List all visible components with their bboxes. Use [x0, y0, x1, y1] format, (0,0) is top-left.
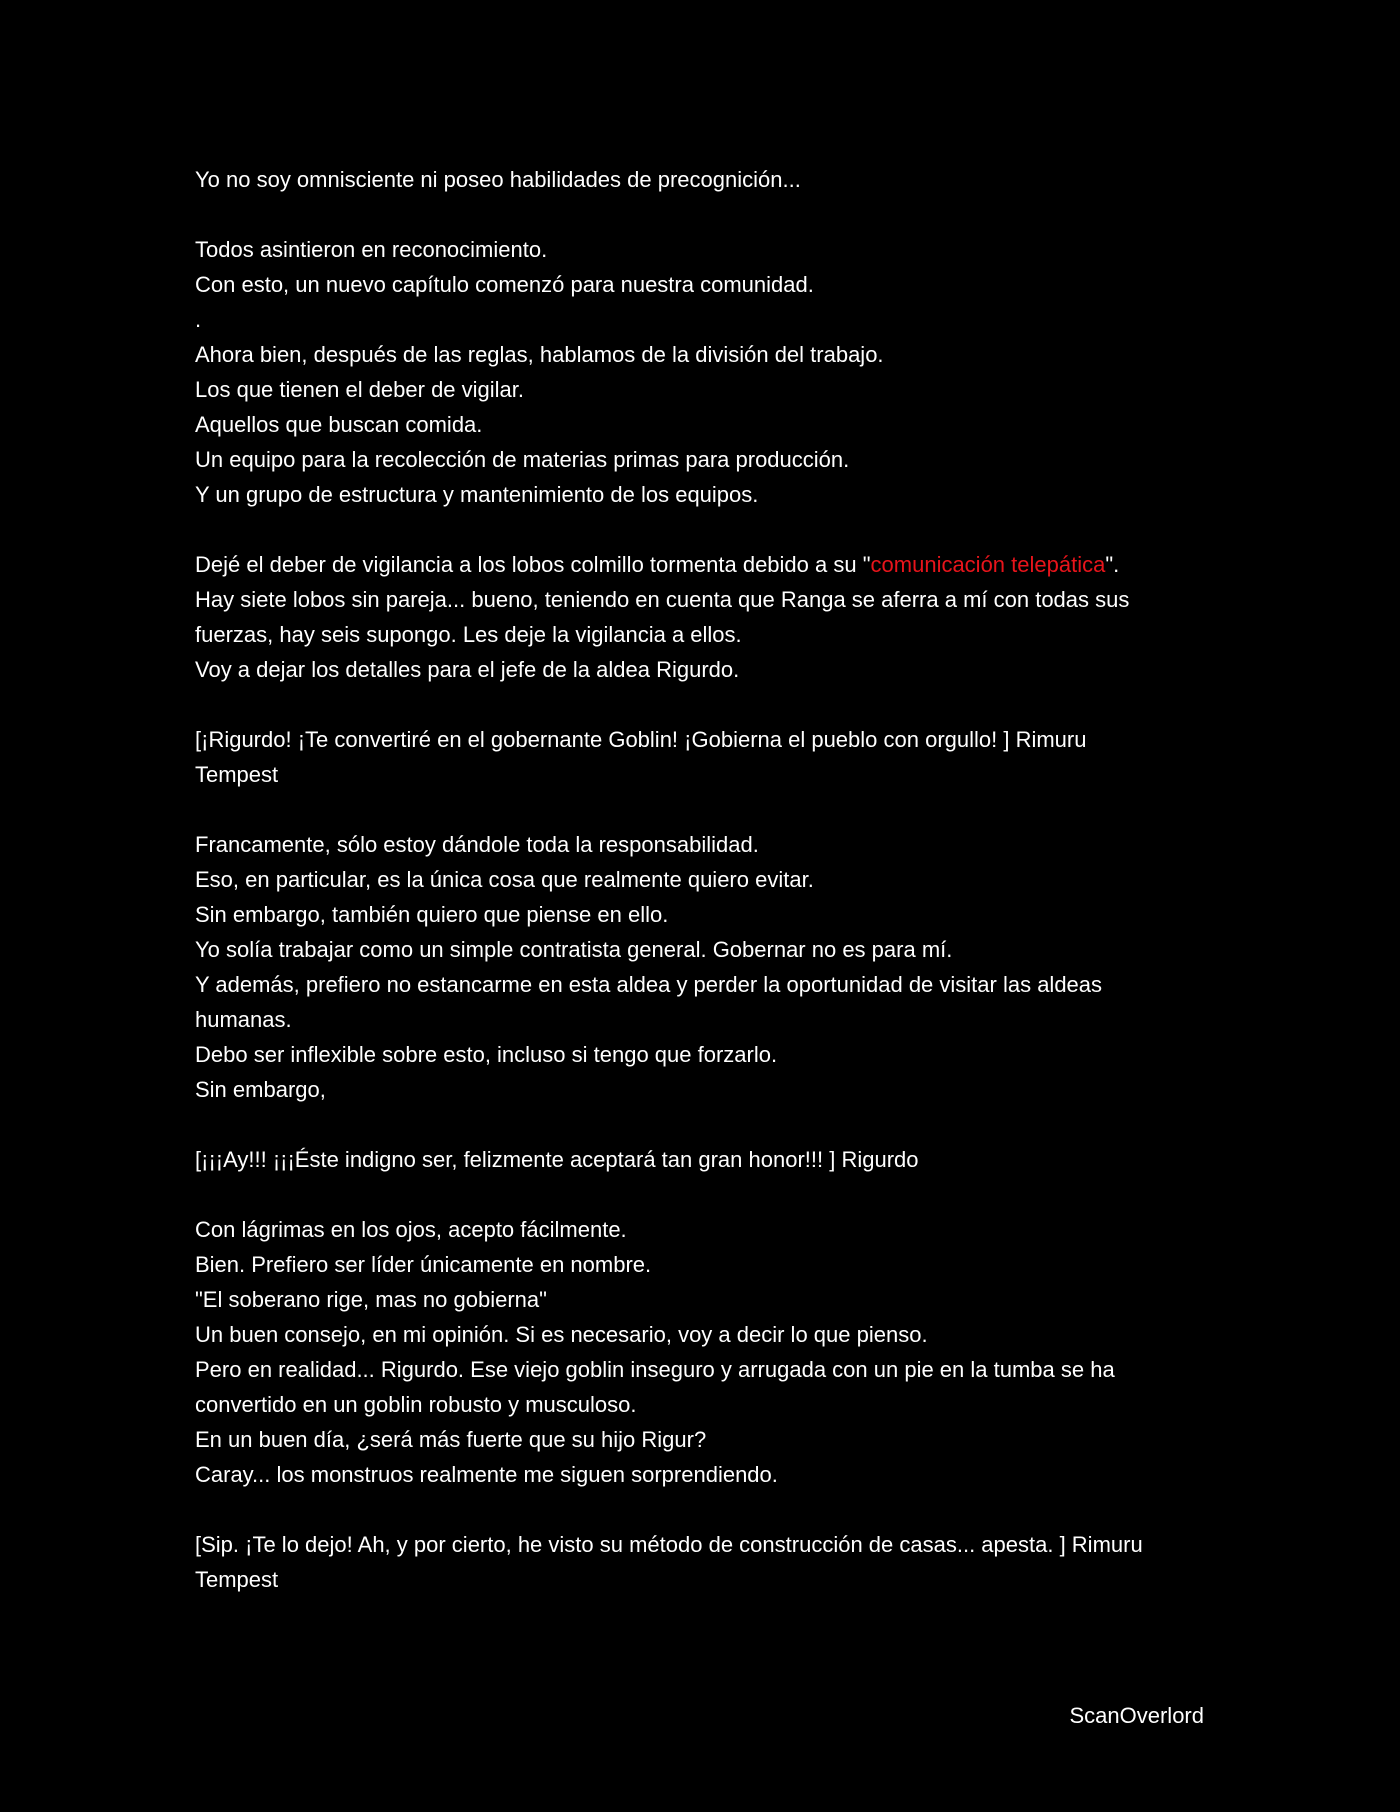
text-line: Un buen consejo, en mi opinión. Si es necesario, voy a decir lo que pienso.	[195, 1322, 928, 1347]
credit-text: ScanOverlord	[1069, 1703, 1204, 1728]
highlight-line-after: ".	[1105, 552, 1120, 577]
text-line: Bien. Prefiero ser líder únicamente en nombre.	[195, 1252, 652, 1277]
text-line: Sin embargo,	[195, 1077, 326, 1102]
text-line: Con esto, un nuevo capítulo comenzó para nuestra comunidad.	[195, 272, 814, 297]
blank-line	[195, 197, 1215, 232]
dialogue-line: [¡Rigurdo! ¡Te convertiré en el gobernante Goblin! ¡Gobierna el pueblo con orgullo! ] Rimuru	[195, 727, 1087, 752]
dialogue-line: Tempest	[195, 762, 279, 787]
text-line: Un equipo para la recolección de materias primas para producción.	[195, 447, 850, 472]
text-line: Pero en realidad... Rigurdo. Ese viejo goblin inseguro y arrugada con un pie en la tumba se ha	[195, 1357, 1115, 1382]
blank-line	[195, 1177, 1215, 1212]
text-line: Debo ser inflexible sobre esto, incluso si tengo que forzarlo.	[195, 1042, 778, 1067]
blank-line	[195, 1107, 1215, 1142]
text-line: Todos asintieron en reconocimiento.	[195, 237, 548, 262]
text-line: Aquellos que buscan comida.	[195, 412, 483, 437]
highlighted-phrase: comunicación telepática	[870, 552, 1106, 577]
text-line: Sin embargo, también quiero que piense en ello.	[195, 902, 669, 927]
text-line: Y un grupo de estructura y mantenimiento de los equipos.	[195, 482, 759, 507]
blank-line	[195, 512, 1215, 547]
text-line: Voy a dejar los detalles para el jefe de la aldea Rigurdo.	[195, 657, 740, 682]
text-line: Eso, en particular, es la única cosa que realmente quiero evitar.	[195, 867, 814, 892]
text-line: Ahora bien, después de las reglas, hablamos de la división del trabajo.	[195, 342, 884, 367]
dialogue-line: [¡¡¡Ay!!! ¡¡¡Éste indigno ser, felizmente aceptará tan gran honor!!! ] Rigurdo	[195, 1147, 919, 1172]
text-line: Yo no soy omnisciente ni poseo habilidades de precognición...	[195, 167, 801, 192]
text-line: Hay siete lobos sin pareja... bueno, teniendo en cuenta que Ranga se aferra a mí con todas sus	[195, 587, 1130, 612]
text-line: En un buen día, ¿será más fuerte que su hijo Rigur?	[195, 1427, 707, 1452]
blank-line	[195, 1492, 1215, 1527]
text-line: convertido en un goblin robusto y musculoso.	[195, 1392, 637, 1417]
text-line: Con lágrimas en los ojos, acepto fácilmente.	[195, 1217, 627, 1242]
text-line: "El soberano rige, mas no gobierna"	[195, 1287, 547, 1312]
highlight-line-before: Dejé el deber de vigilancia a los lobos colmillo tormenta debido a su "	[195, 552, 871, 577]
dialogue-line: [Sip. ¡Te lo dejo! Ah, y por cierto, he visto su método de construcción de casas... apesta. ] Rimuru	[195, 1532, 1143, 1557]
text-line: fuerzas, hay seis supongo. Les deje la vigilancia a ellos.	[195, 622, 742, 647]
text-line: Los que tienen el deber de vigilar.	[195, 377, 525, 402]
text-line: Y además, prefiero no estancarme en esta aldea y perder la oportunidad de visitar las aldeas	[195, 972, 1103, 997]
text-line: Caray... los monstruos realmente me siguen sorprendiendo.	[195, 1462, 778, 1487]
text-line: humanas.	[195, 1007, 292, 1032]
text-line: .	[195, 307, 202, 332]
blank-line	[195, 687, 1215, 722]
blank-line	[195, 792, 1215, 827]
document-body	[195, 162, 1215, 1597]
dialogue-line: Tempest	[195, 1567, 279, 1592]
highlight-line	[195, 547, 1215, 582]
text-line: Francamente, sólo estoy dándole toda la responsabilidad.	[195, 832, 759, 857]
text-line: Yo solía trabajar como un simple contratista general. Gobernar no es para mí.	[195, 937, 953, 962]
